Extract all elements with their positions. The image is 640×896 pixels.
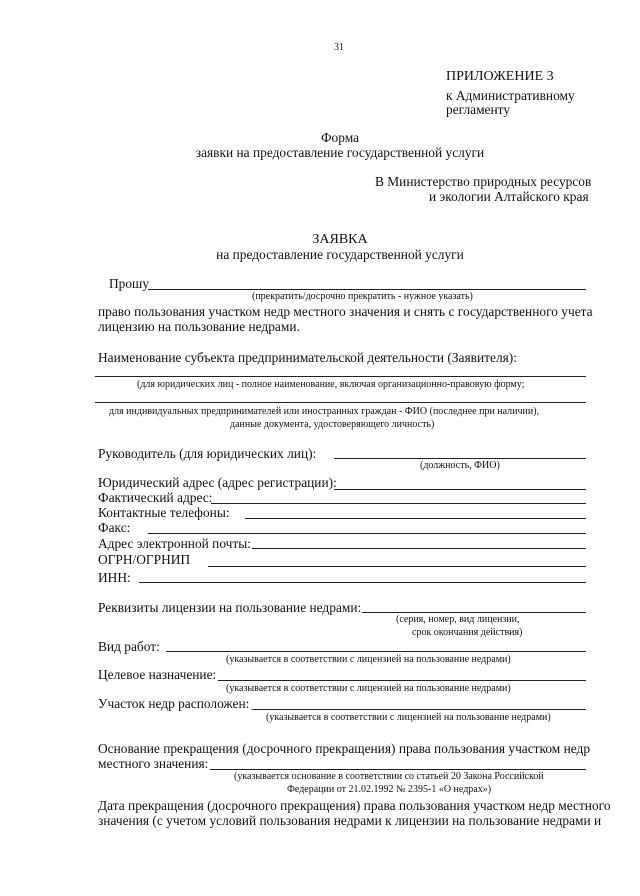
location-line [252, 709, 586, 710]
ogrn-line [208, 566, 586, 567]
phones-line [245, 518, 586, 519]
appendix-line2: регламенту [446, 102, 511, 117]
request-text-line2: лицензию на пользование недрами. [98, 319, 300, 334]
page-number: 31 [334, 42, 344, 53]
head-label: Руководитель (для юридических лиц): [98, 446, 317, 461]
addressee-line1: В Министерство природных ресурсов [375, 174, 592, 189]
inn-line [139, 582, 586, 583]
appendix-line1: к Административному [446, 88, 575, 103]
purpose-label: Целевое назначение: [98, 667, 217, 682]
inn-label: ИНН: [98, 570, 131, 585]
grounds-line1: Основание прекращения (досрочного прекращения) права пользования участком недр [98, 741, 591, 756]
subject-hint3: данные документа, удостоверяющего личность) [230, 419, 435, 430]
location-label: Участок недр расположен: [98, 696, 250, 711]
subject-hint1: (для юридических лиц - полное наименование, включая организационно-правовую форму; [137, 379, 525, 390]
ogrn-label: ОГРН/ОГРНИП [98, 552, 191, 567]
subject-hint2: для индивидуальных предпринимателей или иностранных граждан - ФИО (последнее при наличии), [109, 406, 540, 417]
actual-address-line [211, 503, 586, 504]
actual-address-label: Фактический адрес: [98, 490, 213, 505]
work-type-line [166, 651, 586, 652]
subject-blank-line2 [95, 402, 586, 403]
appendix-title: ПРИЛОЖЕНИЕ 3 [446, 69, 554, 84]
fax-label: Факс: [98, 520, 131, 535]
legal-address-label: Юридический адрес (адрес регистрации): [98, 475, 337, 490]
purpose-hint: (указывается в соответствии с лицензией на пользование недрами) [226, 683, 511, 694]
license-label: Реквизиты лицензии на пользование недрами: [98, 600, 362, 615]
termination-date-line2: значения (с учетом условий пользования недрами к лицензии на пользование недрами и [98, 813, 602, 828]
location-hint: (указывается в соответствии с лицензией на пользование недрами) [266, 712, 551, 723]
grounds-hint2: Федерации от 21.02.1992 № 2395-1 «О недрах») [287, 784, 492, 795]
email-label: Адрес электронной почты: [98, 536, 251, 551]
work-type-label: Вид работ: [98, 639, 160, 654]
head-blank-line [334, 458, 586, 459]
form-caption: Форма [320, 130, 360, 145]
addressee-line2: и экологии Алтайского края [429, 189, 589, 204]
grounds-blank-line [210, 769, 586, 770]
grounds-hint1: (указывается основание в соответствии со статьей 20 Закона Российской [234, 771, 544, 782]
request-blank-line [148, 289, 586, 290]
license-line [362, 612, 586, 613]
document-title: ЗАЯВКА [312, 232, 368, 247]
request-hint: (прекратить/досрочно прекратить - нужное указать) [252, 291, 473, 302]
legal-address-line [334, 489, 586, 490]
request-label: Прошу [109, 276, 150, 291]
grounds-line2: местного значения: [98, 756, 209, 771]
form-caption-subtitle: заявки на предоставление государственной услуги [195, 145, 485, 160]
subject-label: Наименование субъекта предпринимательской деятельности (Заявителя): [98, 350, 517, 365]
subject-blank-line1 [95, 376, 586, 377]
phones-label: Контактные телефоны: [98, 505, 230, 520]
fax-line [148, 533, 586, 534]
purpose-line [218, 680, 586, 681]
document-subtitle: на предоставление государственной услуги [216, 247, 464, 262]
work-type-hint: (указывается в соответствии с лицензией на пользование недрами) [226, 654, 511, 665]
license-hint1: (серия, номер, вид лицензии, [396, 614, 520, 625]
termination-date-line1: Дата прекращения (досрочного прекращения) права пользования участком недр местного [98, 798, 611, 813]
head-hint: (должность, ФИО) [420, 460, 500, 471]
email-line [252, 548, 586, 549]
request-text-line1: право пользования участком недр местного значения и снять с государственного учета [98, 304, 593, 319]
license-hint2: срок окончания действия) [412, 627, 523, 638]
